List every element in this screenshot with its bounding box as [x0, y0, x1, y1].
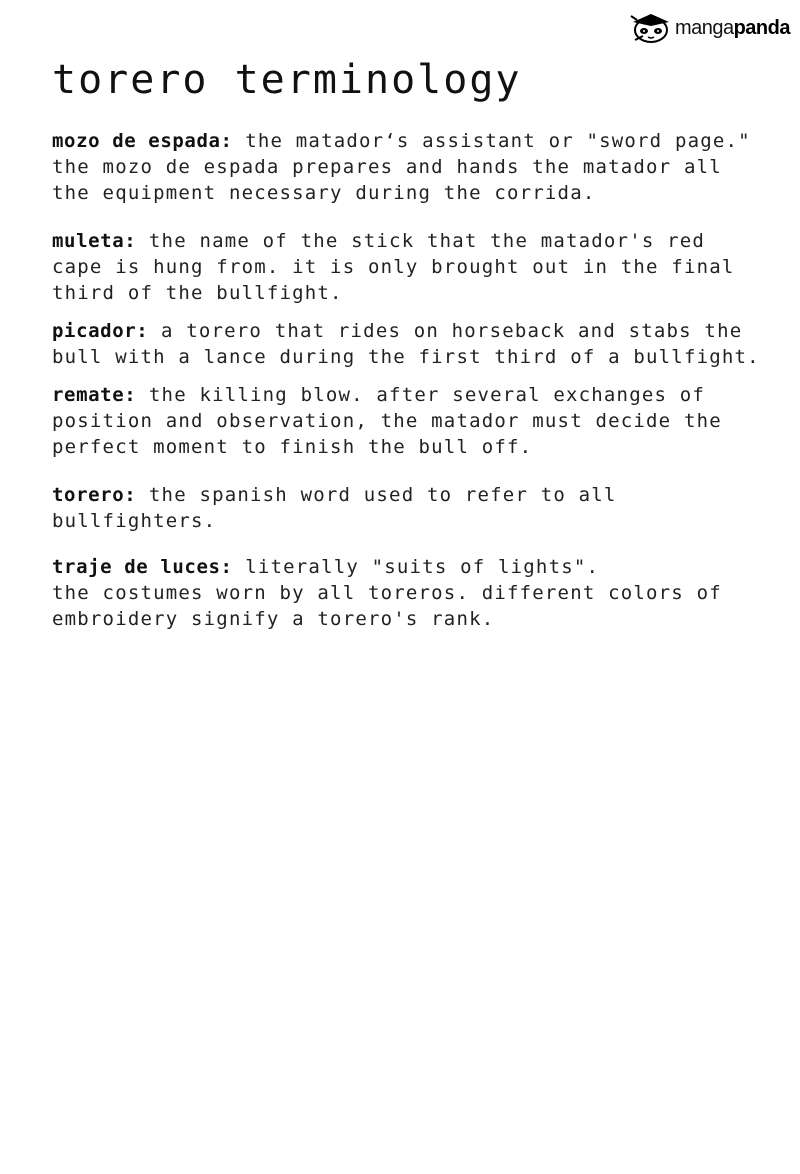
- glossary-entry-muleta: [52, 228, 792, 306]
- glossary-term: torero:: [52, 484, 137, 506]
- glossary-term: muleta:: [52, 230, 137, 252]
- panda-head-icon: [629, 10, 673, 46]
- glossary-entry-mozo-de-espada: [52, 128, 792, 206]
- glossary-entry-traje-de-luces: [52, 554, 792, 632]
- glossary-term: mozo de espada:: [52, 130, 233, 152]
- site-logo[interactable]: [629, 8, 790, 48]
- glossary-definition: a torero that rides on horseback and stabs the bull with a lance during the first third of a bullfight.: [52, 320, 760, 368]
- glossary-definition: literally "suits of lights". the costumes worn by all toreros. different colors of embroidery signify a torero's rank.: [52, 556, 722, 630]
- glossary-entry-torero: [52, 482, 792, 534]
- glossary-entry-picador: [52, 318, 792, 370]
- glossary-list: [52, 128, 792, 632]
- glossary-definition: the spanish word used to refer to all bullfighters.: [52, 484, 617, 532]
- logo-wordmark: [675, 18, 790, 38]
- glossary-definition: the name of the stick that the matador's red cape is hung from. it is only brought out in the final third of the bullfight.: [52, 230, 735, 304]
- glossary-term: picador:: [52, 320, 149, 342]
- glossary-term: traje de luces:: [52, 556, 233, 578]
- page-title: torero terminology: [52, 57, 522, 103]
- logo-word-manga: manga: [674, 17, 734, 39]
- glossary-definition: the matador‘s assistant or "sword page." the mozo de espada prepares and hands the matador all the equipment necessary during the corrida.: [52, 130, 751, 204]
- logo-word-panda: panda: [733, 17, 790, 39]
- glossary-definition: the killing blow. after several exchanges of position and observation, the matador must decide the perfect moment to finish the bull off.: [52, 384, 722, 458]
- glossary-term: remate:: [52, 384, 137, 406]
- glossary-entry-remate: [52, 382, 792, 460]
